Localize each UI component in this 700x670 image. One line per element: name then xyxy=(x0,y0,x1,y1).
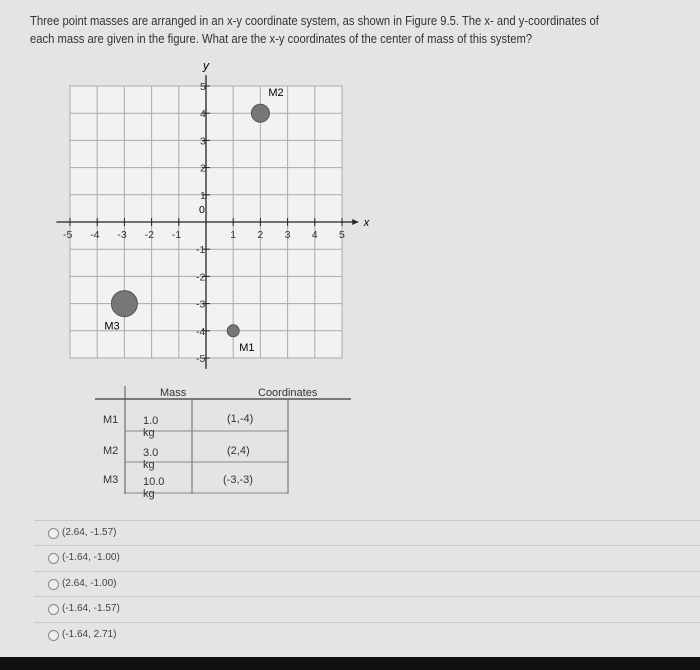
y-tick-label: 4 xyxy=(200,108,206,121)
bottom-bar xyxy=(0,657,700,670)
radio-button[interactable] xyxy=(48,630,59,641)
x-tick-label: -1 xyxy=(171,229,182,241)
row-coords: (-3,-3) xyxy=(223,474,253,486)
y-tick-label: 3 xyxy=(200,135,206,148)
x-tick-label: 5 xyxy=(339,229,345,241)
question-text: Three point masses are arranged in an x-y coordinate system, as shown in Figure 9.5. The x- and y-coordinates of each mass are given in the figure. What are the x-y coordinates of the center of mass of this system? xyxy=(30,14,599,46)
header-mass: Mass xyxy=(160,387,187,399)
mass-label: M3 xyxy=(104,320,120,333)
y-tick-label: -1 xyxy=(196,244,206,257)
row-mass: 3.0 kg xyxy=(143,447,159,471)
radio-button[interactable] xyxy=(48,528,59,539)
x-tick-label: -2 xyxy=(144,229,154,241)
x-tick-label: -3 xyxy=(117,229,127,241)
y-tick-label: 2 xyxy=(200,162,206,175)
y-tick-label: -3 xyxy=(196,298,206,311)
radio-button[interactable] xyxy=(48,604,59,615)
row-coords: (1,-4) xyxy=(227,413,254,425)
row-name: M2 xyxy=(103,445,119,457)
radio-button[interactable] xyxy=(48,579,59,590)
answer-option[interactable]: (2.64, -1.57) xyxy=(34,520,700,546)
x-arrow-icon xyxy=(352,219,358,225)
x-tick-label: 1 xyxy=(230,229,237,241)
mass-point xyxy=(251,104,269,122)
row-coords: (2,4) xyxy=(227,445,250,457)
row-mass: 10.0 kg xyxy=(143,476,165,500)
x-axis-label: x xyxy=(363,217,370,229)
header-coordinates: Coordinates xyxy=(258,387,318,399)
x-tick-label: 3 xyxy=(284,229,291,241)
y-tick-label: -5 xyxy=(196,353,206,365)
x-tick-label: -5 xyxy=(63,229,73,241)
mass-label: M1 xyxy=(239,341,255,354)
row-name: M3 xyxy=(103,474,119,486)
mass-point xyxy=(111,291,137,317)
answer-option[interactable]: (-1.64, 2.71) xyxy=(34,622,700,648)
y-tick-label: -2 xyxy=(196,271,206,284)
x-tick-label: 2 xyxy=(257,229,264,241)
answer-option[interactable]: (2.64, -1.00) xyxy=(34,571,700,597)
y-tick-label: -4 xyxy=(196,325,206,338)
x-tick-label: 4 xyxy=(311,229,318,241)
answer-option[interactable]: (-1.64, -1.57) xyxy=(34,596,700,622)
y-axis-label: y xyxy=(203,58,209,73)
mass-point xyxy=(227,325,239,337)
origin-label: 0 xyxy=(199,204,205,216)
mass-label: M2 xyxy=(268,87,284,100)
row-mass: 1.0 kg xyxy=(143,415,159,439)
y-tick-label: 1 xyxy=(200,189,206,202)
y-tick-label: 5 xyxy=(200,81,206,93)
answer-option[interactable]: (-1.64, -1.00) xyxy=(34,545,700,571)
radio-button[interactable] xyxy=(48,553,59,564)
row-name: M1 xyxy=(103,414,119,426)
x-tick-label: -4 xyxy=(90,229,100,241)
